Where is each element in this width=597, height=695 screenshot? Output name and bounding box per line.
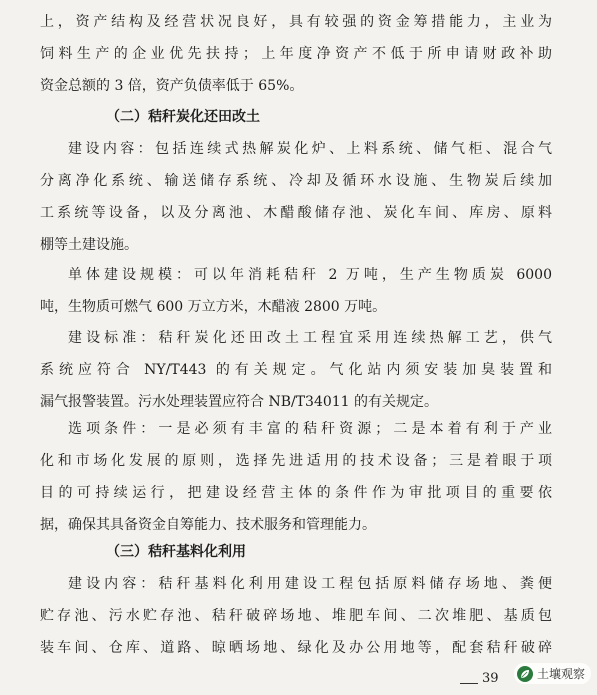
page-number: 39 — [482, 671, 499, 686]
paragraph-substrate-construction — [40, 568, 552, 664]
paragraph-funding-criteria — [40, 6, 552, 102]
paragraph-biochar-scale — [40, 259, 552, 323]
text-line: 上，资产结构及经营状况良好，具有较强的资金筹措能力，主业为 — [40, 14, 552, 30]
text-line: 建设内容：秸秆基料化利用建设工程包括原料储存场地、粪便 — [68, 576, 552, 592]
leaf-icon — [517, 666, 533, 682]
section-heading-substrate: （三）秸秆基料化利用 — [106, 544, 246, 560]
text-line: 系统应符合 NY/T443 的有关规定。气化站内须安装加臭装置和 — [40, 362, 552, 378]
text-line: 建设内容：包括连续式热解炭化炉、上料系统、储气柜、混合气 — [68, 141, 552, 157]
text-line: 单体建设规模：可以年消耗秸秆 2 万吨，生产生物质炭 6000 — [68, 267, 552, 283]
text-line: 棚等土建设施。 — [40, 237, 138, 253]
text-line: 选项条件：一是必须有丰富的秸秆资源；二是本着有利于产业 — [68, 421, 552, 437]
section-heading-biochar: （二）秸秆炭化还田改土 — [106, 109, 260, 125]
text-line: 漏气报警装置。污水处理装置应符合 NB/T34011 的有关规定。 — [40, 394, 439, 410]
text-line: 目的可持续运行，把建设经营主体的条件作为审批项目的重要依 — [40, 485, 552, 501]
text-line: 饲料生产的企业优先扶持；上年度净资产不低于所申请财政补助 — [40, 46, 552, 62]
page-number-dash — [460, 683, 478, 684]
text-line: 吨，生物质可燃气 600 万立方米，木醋液 2800 万吨。 — [40, 299, 387, 315]
text-line: 工系统等设备，以及分离池、木醋酸储存池、炭化车间、库房、原料 — [40, 205, 552, 221]
watermark — [514, 663, 591, 684]
text-line: 分离净化系统、输送储存系统、冷却及循环水设施、生物炭后续加 — [40, 173, 552, 189]
text-line: 资金总额的 3 倍，资产负债率低于 65%。 — [40, 78, 304, 94]
text-line: 装车间、仓库、道路、晾晒场地、绿化及办公用地等，配套秸秆破碎 — [40, 640, 552, 656]
text-line: 贮存池、污水贮存池、秸秆破碎场地、堆肥车间、二次堆肥、基质包 — [40, 608, 552, 624]
text-line: 建设标准：秸秆炭化还田改土工程宜采用连续热解工艺，供气 — [68, 330, 552, 346]
paragraph-biochar-selection — [40, 413, 552, 541]
text-line: 化和市场化发展的原则，选择先进适用的技术设备；三是着眼于项 — [40, 453, 552, 469]
text-line: 据，确保其具备资金自筹能力、技术服务和管理能力。 — [40, 517, 376, 533]
paragraph-biochar-construction — [40, 133, 552, 261]
paragraph-biochar-standard — [40, 322, 552, 418]
watermark-text: 土壤观察 — [536, 667, 585, 681]
